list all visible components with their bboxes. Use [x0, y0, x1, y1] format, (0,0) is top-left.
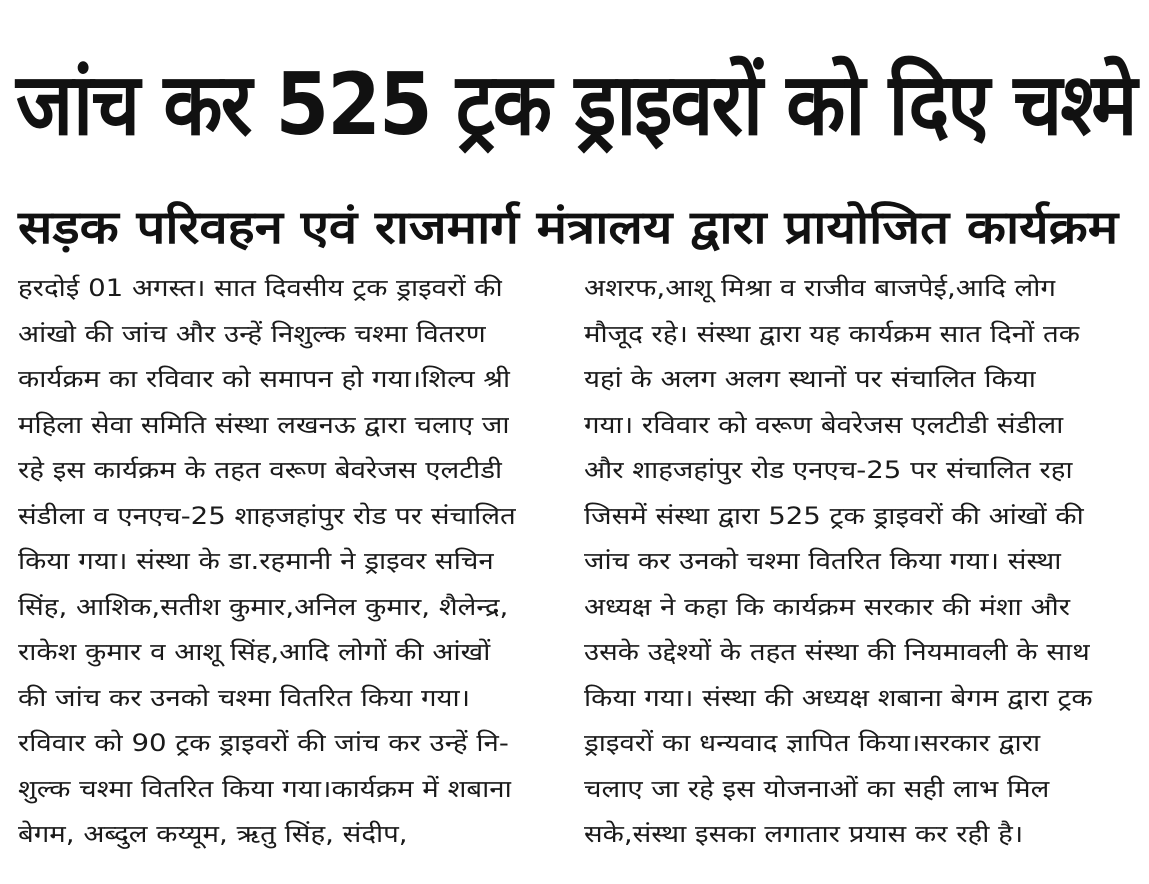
- article-line: जिसमें संस्था द्वारा 525 ट्रक ड्राइवरों की आंखों की: [584, 501, 1084, 530]
- article-line: रहे इस कार्यक्रम के तहत वरूण बेवरेजस एलटीडी: [18, 456, 503, 484]
- article-line: कार्यक्रम का रविवार को समापन हो गया।शिल्प श्री: [18, 365, 511, 393]
- article-line: चलाए जा रहे इस योजनाओं का सही लाभ मिल: [584, 774, 1050, 803]
- article-line: अध्यक्ष ने कहा कि कार्यक्रम सरकार की मंशा और: [584, 592, 1071, 621]
- article-line: राकेश कुमार व आशू सिंह,आदि लोगों की आंखों: [18, 638, 491, 666]
- article-line: गया। रविवार को वरूण बेवरेजस एलटीडी संडीला: [584, 410, 1064, 439]
- article-line: आंखो की जांच और उन्हें निशुल्क चश्मा वितरण: [18, 319, 486, 348]
- article-line: शुल्क चश्मा वितरित किया गया।कार्यक्रम में शबाना: [18, 774, 512, 803]
- article-line: की जांच कर उनको चश्मा वितरित किया गया।: [18, 683, 471, 712]
- article-line: संडीला व एनएच-25 शाहजहांपुर रोड पर संचालित: [18, 501, 516, 530]
- headline: जांच कर 525 ट्रक ड्राइवरों को दिए चश्मे: [16, 55, 1136, 155]
- article-column-right: [584, 266, 1118, 858]
- article-line: महिला सेवा समिति संस्था लखनऊ द्वारा चलाए जा: [18, 410, 510, 439]
- article-line: और शाहजहांपुर रोड एनएच-25 पर संचालित रहा: [584, 456, 1073, 484]
- article-line: किया गया। संस्था के डा.रहमानी ने ड्राइवर सचिन: [18, 547, 494, 575]
- article-line: बेगम, अब्दुल कय्यूम, ऋतु सिंह, संदीप,: [18, 820, 408, 848]
- article-line: सिंह, आशिक,सतीश कुमार,अनिल कुमार, शैलेन्द्र,: [18, 592, 509, 621]
- article-line: रविवार को 90 ट्रक ड्राइवरों की जांच कर उन्हें नि-: [18, 729, 509, 757]
- article-line: सके,संस्था इसका लगातार प्रयास कर रही है।: [584, 820, 1024, 848]
- article-line: अशरफ,आशू मिश्रा व राजीव बाजपेई,आदि लोग: [584, 274, 1056, 302]
- article-line: यहां के अलग अलग स्थानों पर संचालित किया: [584, 365, 1036, 393]
- article-line: मौजूद रहे। संस्था द्वारा यह कार्यक्रम सात दिनों तक: [584, 319, 1080, 348]
- article-column-left: [18, 266, 558, 858]
- article-line: हरदोई 01 अगस्त। सात दिवसीय ट्रक ड्राइवरों की: [18, 274, 503, 302]
- subheadline: सड़क परिवहन एवं राजमार्ग मंत्रालय द्वारा प्रायोजित कार्यक्रम: [18, 200, 1119, 254]
- article-line: जांच कर उनको चश्मा वितरित किया गया। संस्था: [584, 547, 1062, 575]
- article-line: ड्राइवरों का धन्यवाद ज्ञापित किया।सरकार द्वारा: [584, 729, 1041, 757]
- article-line: उसके उद्देश्यों के तहत संस्था की नियमावली के साथ: [584, 638, 1090, 666]
- article-line: किया गया। संस्था की अध्यक्ष शबाना बेगम द्वारा ट्रक: [584, 683, 1093, 712]
